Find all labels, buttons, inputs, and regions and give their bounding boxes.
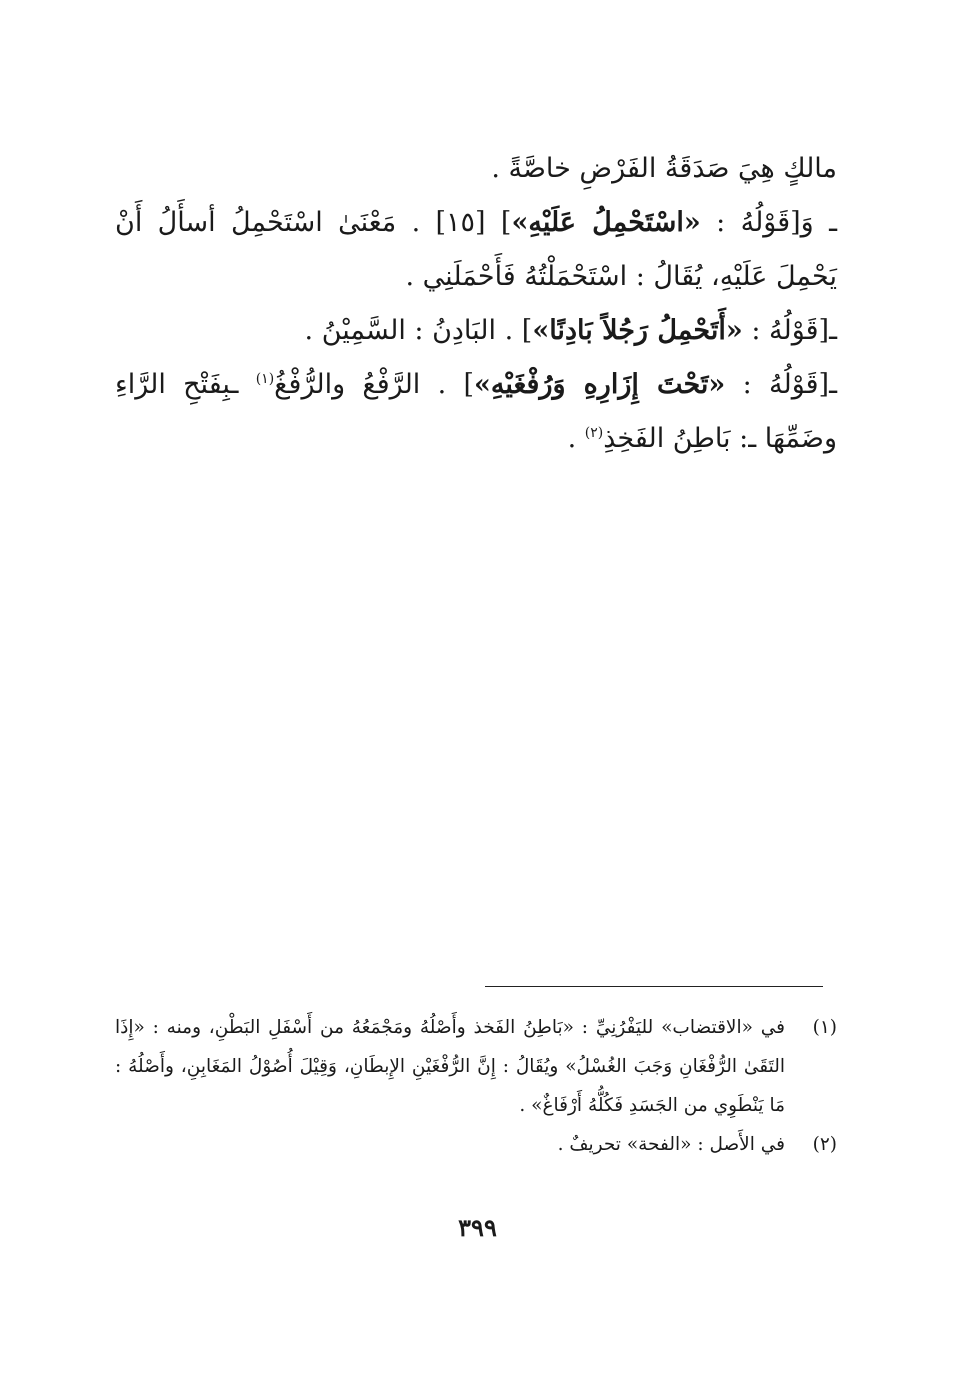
main-text	[115, 142, 837, 466]
paragraph-4-text: ] . الرَّفْعُ والرُّفْغُ	[274, 369, 475, 400]
paragraph-3-prefix: ـ[قَوْلُهُ :	[742, 315, 837, 346]
paragraph-4	[115, 358, 837, 466]
paragraph-2-quote: «اسْتَحْمِلُ عَلَيْهِ»	[511, 207, 701, 238]
footnote-ref-1: (١)	[255, 371, 275, 387]
footnote-ref-2: (٢)	[584, 425, 604, 441]
paragraph-3	[115, 304, 837, 358]
paragraph-2-text: ] [١٥] . مَعْنَىٰ اسْتَحْمِلُ أسأَلُ أَنْ يَحْمِلَ عَلَيْهِ، يُقَالُ : اسْتَحْمَلْتُهُ فَأَحْمَلَنِي .	[115, 207, 837, 292]
footnotes	[115, 1008, 837, 1164]
footnote-1-number: (١)	[812, 1017, 837, 1038]
footnote-2-number: (٢)	[812, 1134, 837, 1155]
footnote-1	[115, 1008, 837, 1125]
footnote-2-text: في الأَصل : «الفحة» تحريفٌ .	[557, 1134, 785, 1155]
footnote-1-text: في «الاقتضاب» لليَفْرُنِيِّ : «بَاطِنُ الفَخذ وأَصْلُهُ ومَجْمَعُهُ من أَسْفَلِ البَطْنِ، ومنه : «إِذَا التَقَىٰ الرُّفْغَانِ وَجَبَ الغُسْلُ» ويُقَالُ : إِنَّ الرُّفْغَيْنِ الإِبطَانِ، وَقِيْلَ أُصُوْلُ المَغَابِنِ، وأَصْلُهُ : مَا يَنْطَوِي من الجَسَدِ فَكُلُّهُ أَرْفَاغٌ» .	[115, 1017, 785, 1116]
paragraph-2	[115, 196, 837, 304]
paragraph-4-continuation: ـبِفَتْحِ الرَّاءِ وضَمِّهَا ـ: بَاطِنُ الفَخِذِ	[115, 369, 837, 454]
footnote-separator	[485, 986, 823, 987]
paragraph-1	[115, 142, 837, 196]
page-number: ٣٩٩	[458, 1213, 497, 1242]
paragraph-3-text: ] . البَادِنُ : السَّمِيْنُ .	[304, 315, 533, 346]
footnote-2	[115, 1125, 837, 1164]
paragraph-2-prefix: ـ وَ[قَوْلُهُ :	[700, 207, 837, 238]
paragraph-4-prefix: ـ[قَوْلُهُ :	[725, 369, 837, 400]
paragraph-4-quote: «تَحْتَ إِزَارِهِ وَرُفْغَيْهِ»	[474, 369, 726, 400]
paragraph-1-text: مالكٍ هِيَ صَدَقَةُ الفَرْضِ خاصَّةً .	[491, 153, 837, 184]
paragraph-4-end: .	[567, 423, 585, 454]
paragraph-3-quote: «أَتَحْمِلُ رَجُلاً بَادِنًا»	[532, 315, 743, 346]
